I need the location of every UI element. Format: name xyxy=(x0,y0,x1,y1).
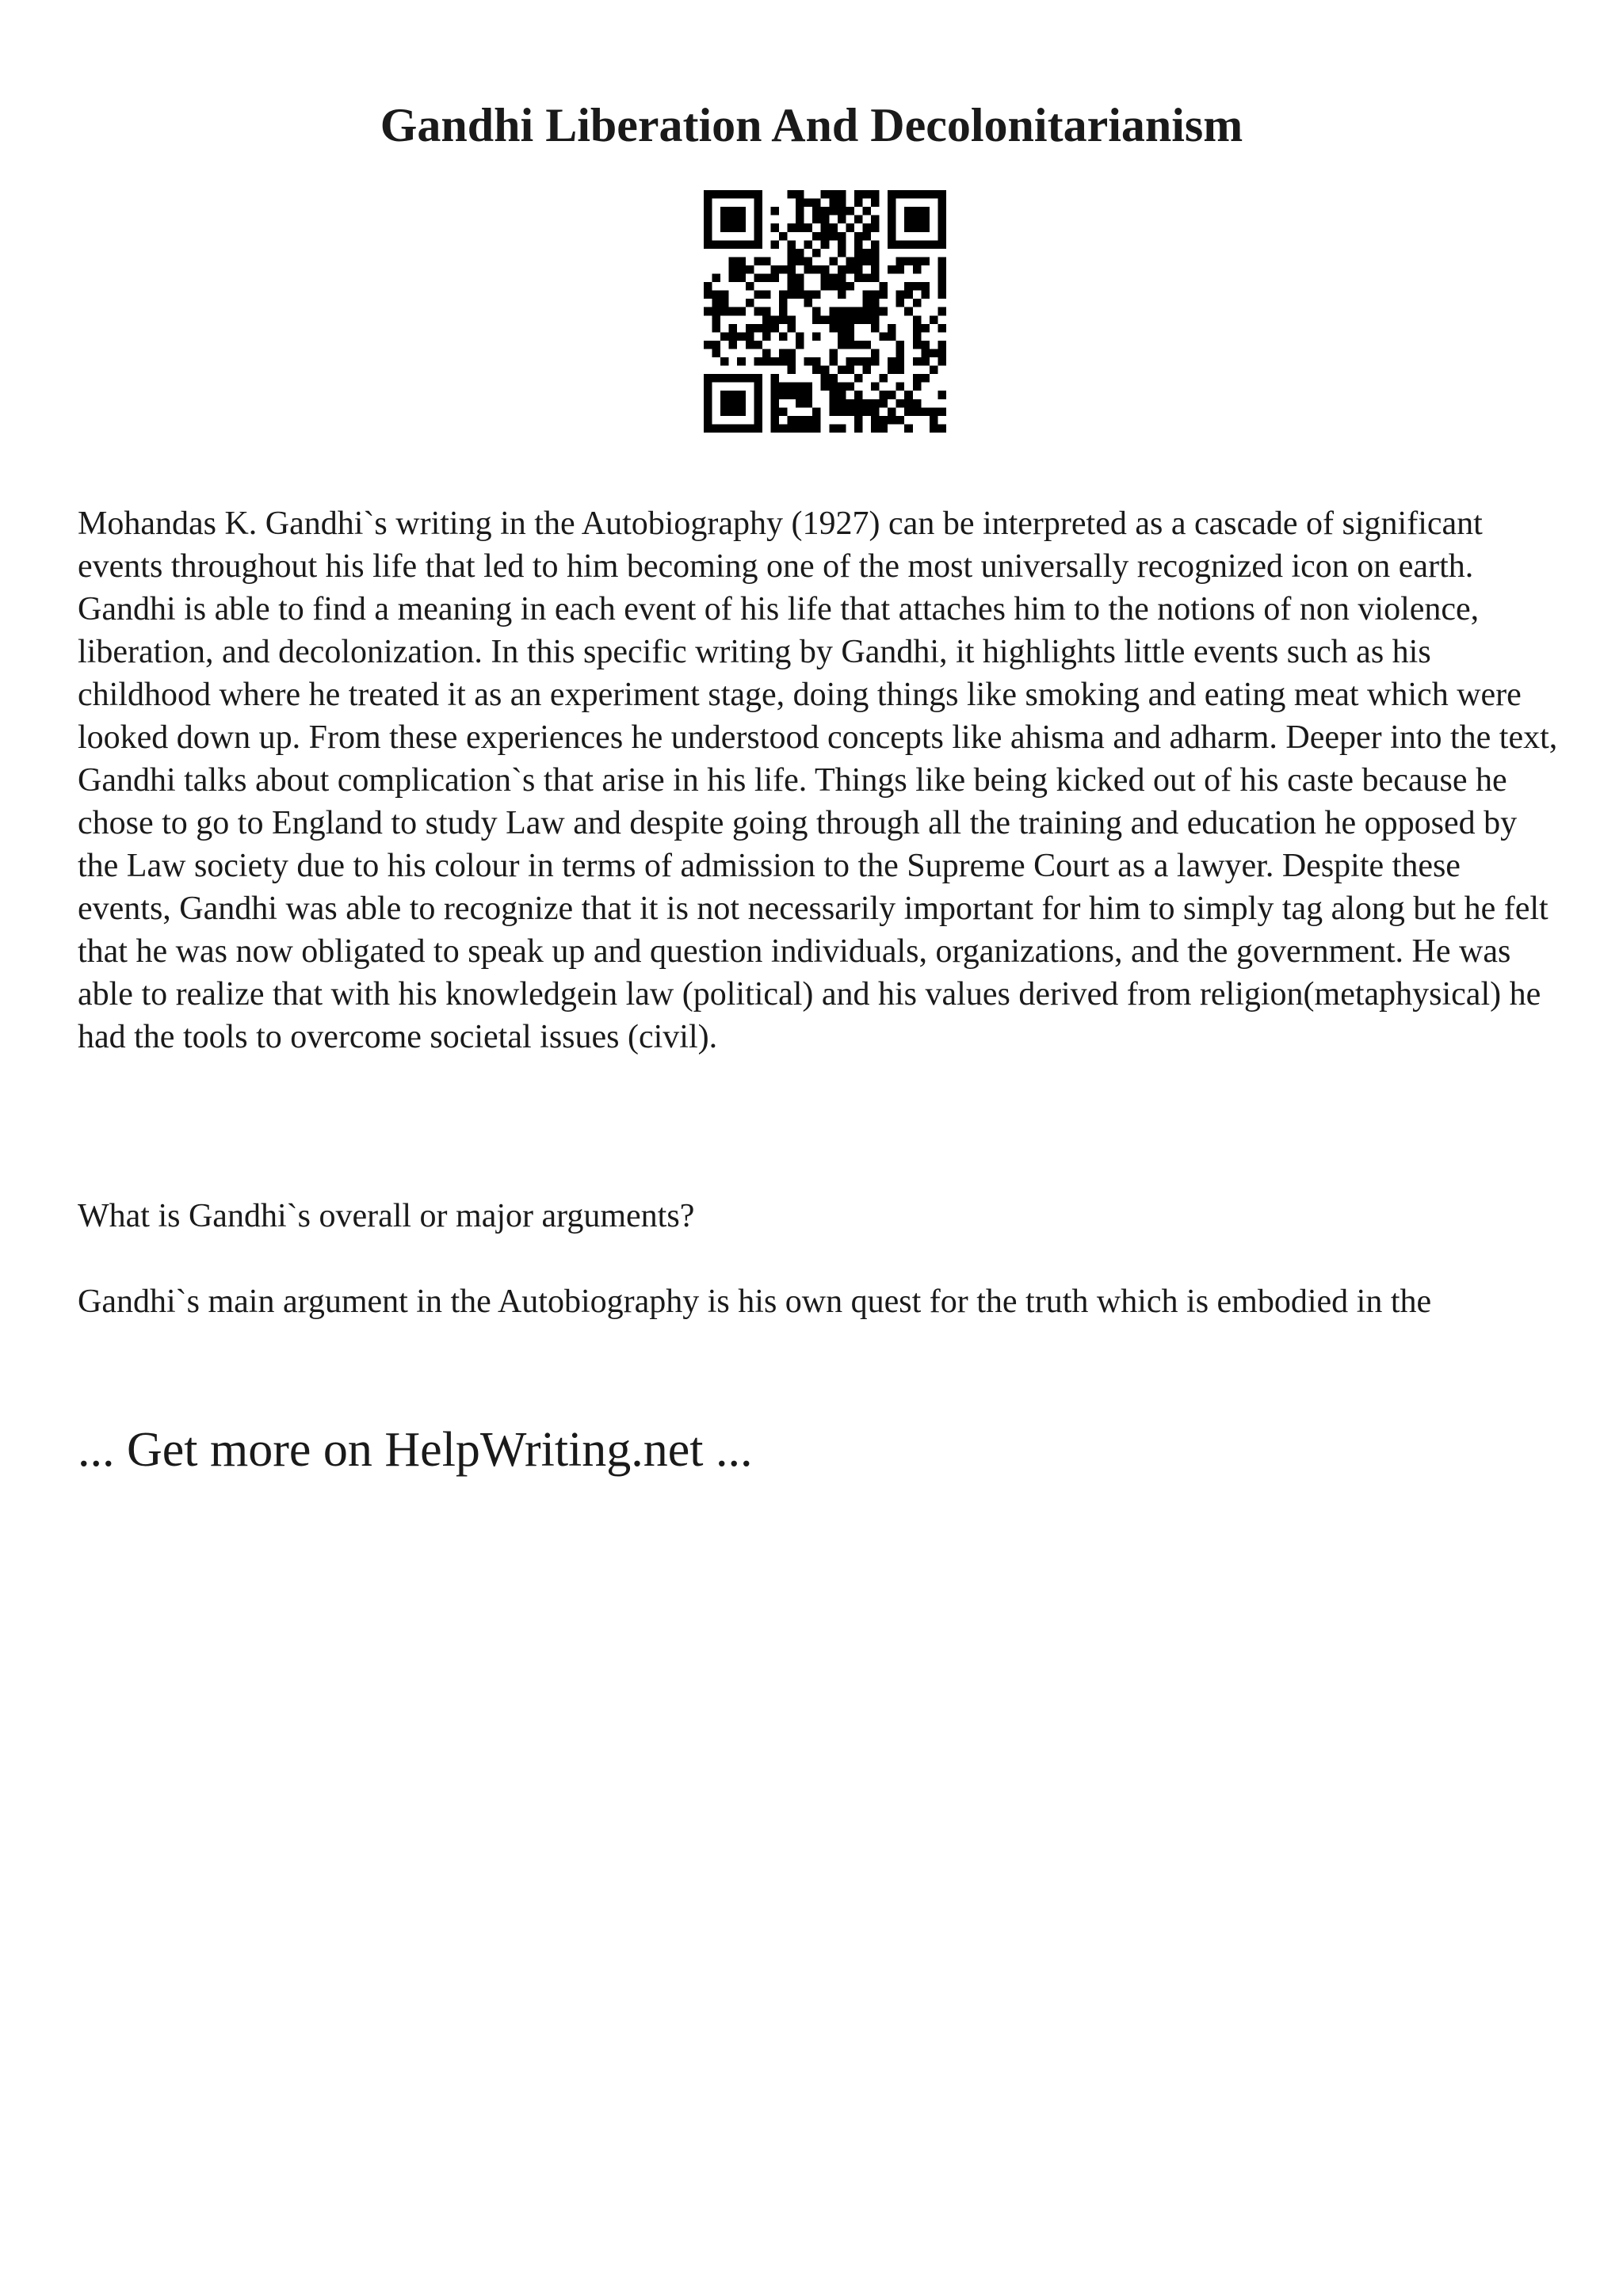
get-more-link[interactable]: ... Get more on HelpWriting.net ... xyxy=(78,1423,753,1477)
page-title: Gandhi Liberation And Decolonitarianism xyxy=(380,99,1243,151)
body-paragraph-answer: Gandhi`s main argument in the Autobiography is his own quest for the truth which is embodied in the xyxy=(78,1283,1432,1320)
qr-code-icon xyxy=(704,190,946,433)
body-paragraph-intro: Mohandas K. Gandhi`s writing in the Autobiography (1927) can be interpreted as a cascade of significant events throughout his life that led to him becoming one of the most universally recognized icon on earth. Gandhi is able to find a meaning in each event of his life that attaches him to the notions of non violence, liberation, and decolonization. In this specific writing by Gandhi, it highlights little events such as his childhood where he treated it as an experiment stage, doing things like smoking and eating meat which were looked down up. From these experiences he understood concepts like ahisma and adharm. Deeper into the text, Gandhi talks about complication`s that arise in his life. Things like being kicked out of his caste because he chose to go to England to study Law and despite going through all the training and education he opposed by the Law society due to his colour in terms of admission to the Supreme Court as a lawyer. Despite these events, Gandhi was able to recognize that it is not necessarily important for him to simply tag along but he felt that he was now obligated to speak up and question individuals, organizations, and the government. He was able to realize that with his knowledgein law (political) and his values derived from religion(metaphysical) he had the tools to overcome societal issues (civil). xyxy=(78,505,1558,1055)
body-paragraph-question: What is Gandhi`s overall or major arguments? xyxy=(78,1198,695,1234)
